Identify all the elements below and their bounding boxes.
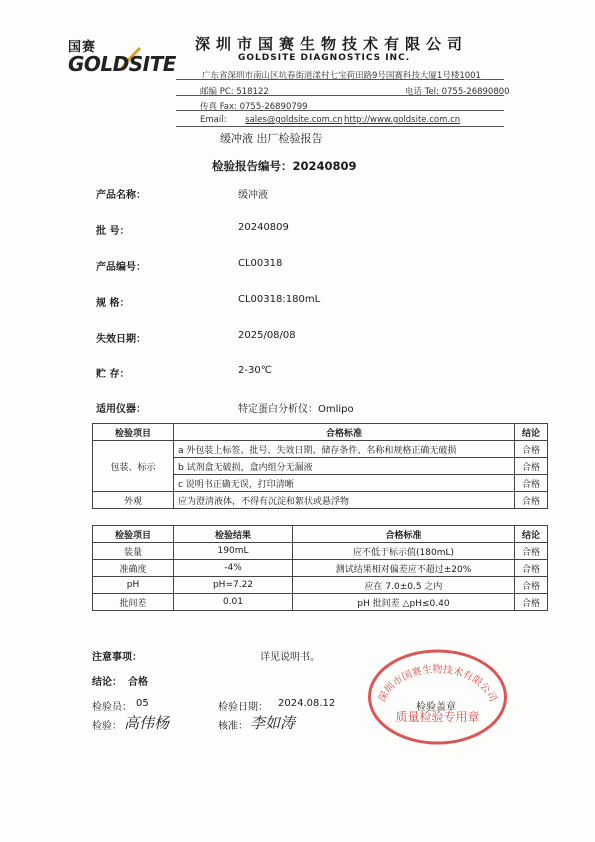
logo-cn: 国赛: [68, 40, 97, 55]
stamp-center-text: 质量检验专用章: [395, 710, 480, 724]
email-line: [200, 115, 343, 125]
value-cell: pH=7.22: [174, 577, 293, 594]
telephone: 电话 Tel: 0755-26890800: [405, 87, 510, 97]
divider: [176, 79, 504, 80]
website-line: [344, 115, 460, 125]
report-number: 检验报告编号：20240809: [212, 159, 357, 173]
item-cell: pH: [93, 577, 174, 594]
divider: [176, 126, 504, 127]
table-header: 合格标准: [293, 526, 515, 543]
table-row: [93, 594, 548, 611]
value-cell: 190mL: [174, 543, 293, 560]
result-cell: 合格: [515, 458, 548, 475]
standard-cell: pH 批间差 △pH≤0.40: [293, 594, 515, 611]
table-row: [93, 560, 548, 577]
result-cell: 合格: [515, 594, 548, 611]
table-header: 检验结果: [174, 526, 293, 543]
notes-label: 注意事项：: [92, 652, 142, 663]
table-header-row: [93, 526, 548, 543]
result-cell: 合格: [515, 441, 548, 458]
quality-seal-stamp: [365, 645, 510, 745]
result-cell: 合格: [515, 475, 548, 492]
inspector-value: 05: [136, 698, 149, 709]
verifier-signature: 李如涛: [250, 714, 296, 732]
field-value-expiry: 2025/08/08: [238, 330, 296, 341]
table-header: 结论: [515, 424, 548, 441]
svg-text:深圳市国赛生物技术有限公司: [376, 662, 499, 703]
result-cell: 合格: [515, 560, 548, 577]
postcode: 邮编 PC: 518122: [200, 87, 269, 97]
result-cell: 合格: [515, 543, 548, 560]
field-label-instrument: 适用仪器：: [96, 404, 146, 415]
table-header: 检验项目: [93, 424, 174, 441]
notes-value: 详见说明书。: [260, 652, 320, 663]
conclusion-value: 合格: [128, 677, 148, 688]
table-header: 合格标准: [174, 424, 515, 441]
stamp-arc-text: 深圳市国赛生物技术有限公司: [376, 664, 499, 704]
standard-cell: a 外包装上标签、批号、失效日期、储存条件、名称和规格正确无破损: [174, 441, 515, 458]
company-name-en: GOLDSITE DIAGNOSTICS INC.: [238, 53, 411, 63]
date-value: 2024.08.12: [278, 698, 336, 709]
item-cell: 装量: [93, 543, 174, 560]
field-label-product-code: 产品编号：: [96, 262, 146, 273]
field-label-storage: 贮 存：: [96, 369, 130, 380]
standard-cell: c 说明书正确无误，打印清晰: [174, 475, 515, 492]
website-link[interactable]: www.goldsite.com.cn: [370, 115, 461, 125]
item-cell: 批间差: [93, 594, 174, 611]
item-cell: 准确度: [93, 560, 174, 577]
document-title: 缓冲液 出厂检验报告: [220, 132, 323, 145]
table-header: 结论: [515, 526, 548, 543]
table-header: 检验项目: [93, 526, 174, 543]
table-row: [93, 441, 548, 458]
conclusion-label: 结论：: [92, 677, 122, 688]
seal-label: 检验盖章: [416, 702, 456, 713]
web-prefix: http://: [344, 115, 371, 125]
fax: 传真 Fax: 0755-26890799: [200, 102, 308, 112]
table-row: [93, 543, 548, 560]
company-address: 广东省深圳市南山区坑春街道漾村七宝荷田路9号国赛科技大厦1号楼1001: [202, 71, 481, 81]
verify-label: 核准：: [218, 721, 248, 732]
field-value-product-name: 缓冲液: [238, 190, 268, 201]
inspect-label: 检验：: [92, 721, 122, 732]
standard-cell: 测试结果相对偏差应不超过±20%: [293, 560, 515, 577]
divider: [176, 110, 504, 111]
inspector-signature: 高伟杨: [124, 714, 170, 732]
field-value-storage: 2-30℃: [238, 365, 272, 376]
company-name-cn: 深圳市国赛生物技术有限公司: [195, 35, 469, 53]
field-value-product-code: CL00318: [238, 258, 283, 269]
standard-cell: 应在 7.0±0.5 之内: [293, 577, 515, 594]
performance-inspection-table: [92, 525, 548, 611]
table-header-row: [93, 424, 548, 441]
value-cell: -4%: [174, 560, 293, 577]
table-row: [93, 492, 548, 509]
value-cell: 0.01: [174, 594, 293, 611]
item-cell: 外观: [93, 492, 174, 509]
date-label: 检验日期：: [218, 702, 268, 713]
divider: [176, 95, 504, 96]
packaging-inspection-table: [92, 423, 548, 509]
inspector-label: 检验员：: [92, 702, 132, 713]
field-value-batch: 20240809: [238, 222, 289, 233]
field-label-product-name: 产品名称：: [96, 190, 146, 201]
email-label: Email:: [200, 115, 227, 125]
field-label-batch: 批 号：: [96, 226, 130, 237]
group-label-packaging: 包装、标示: [93, 441, 174, 492]
standard-cell: b 试剂盒无破损，盒内组分无漏液: [174, 458, 515, 475]
standard-cell: 应不低于标示值(180mL): [293, 543, 515, 560]
field-value-spec: CL00318:180mL: [238, 294, 321, 305]
field-label-expiry: 失效日期：: [96, 334, 146, 345]
standard-cell: 应为澄清液体，不得有沉淀和絮状或悬浮物: [174, 492, 515, 509]
logo-en: GOLDSITE: [68, 52, 176, 76]
field-value-instrument: 特定蛋白分析仪：Omlipo: [238, 404, 354, 415]
field-label-spec: 规 格：: [96, 298, 130, 309]
table-row: [93, 577, 548, 594]
email-link[interactable]: sales@goldsite.com.cn: [245, 115, 343, 125]
result-cell: 合格: [515, 577, 548, 594]
result-cell: 合格: [515, 492, 548, 509]
